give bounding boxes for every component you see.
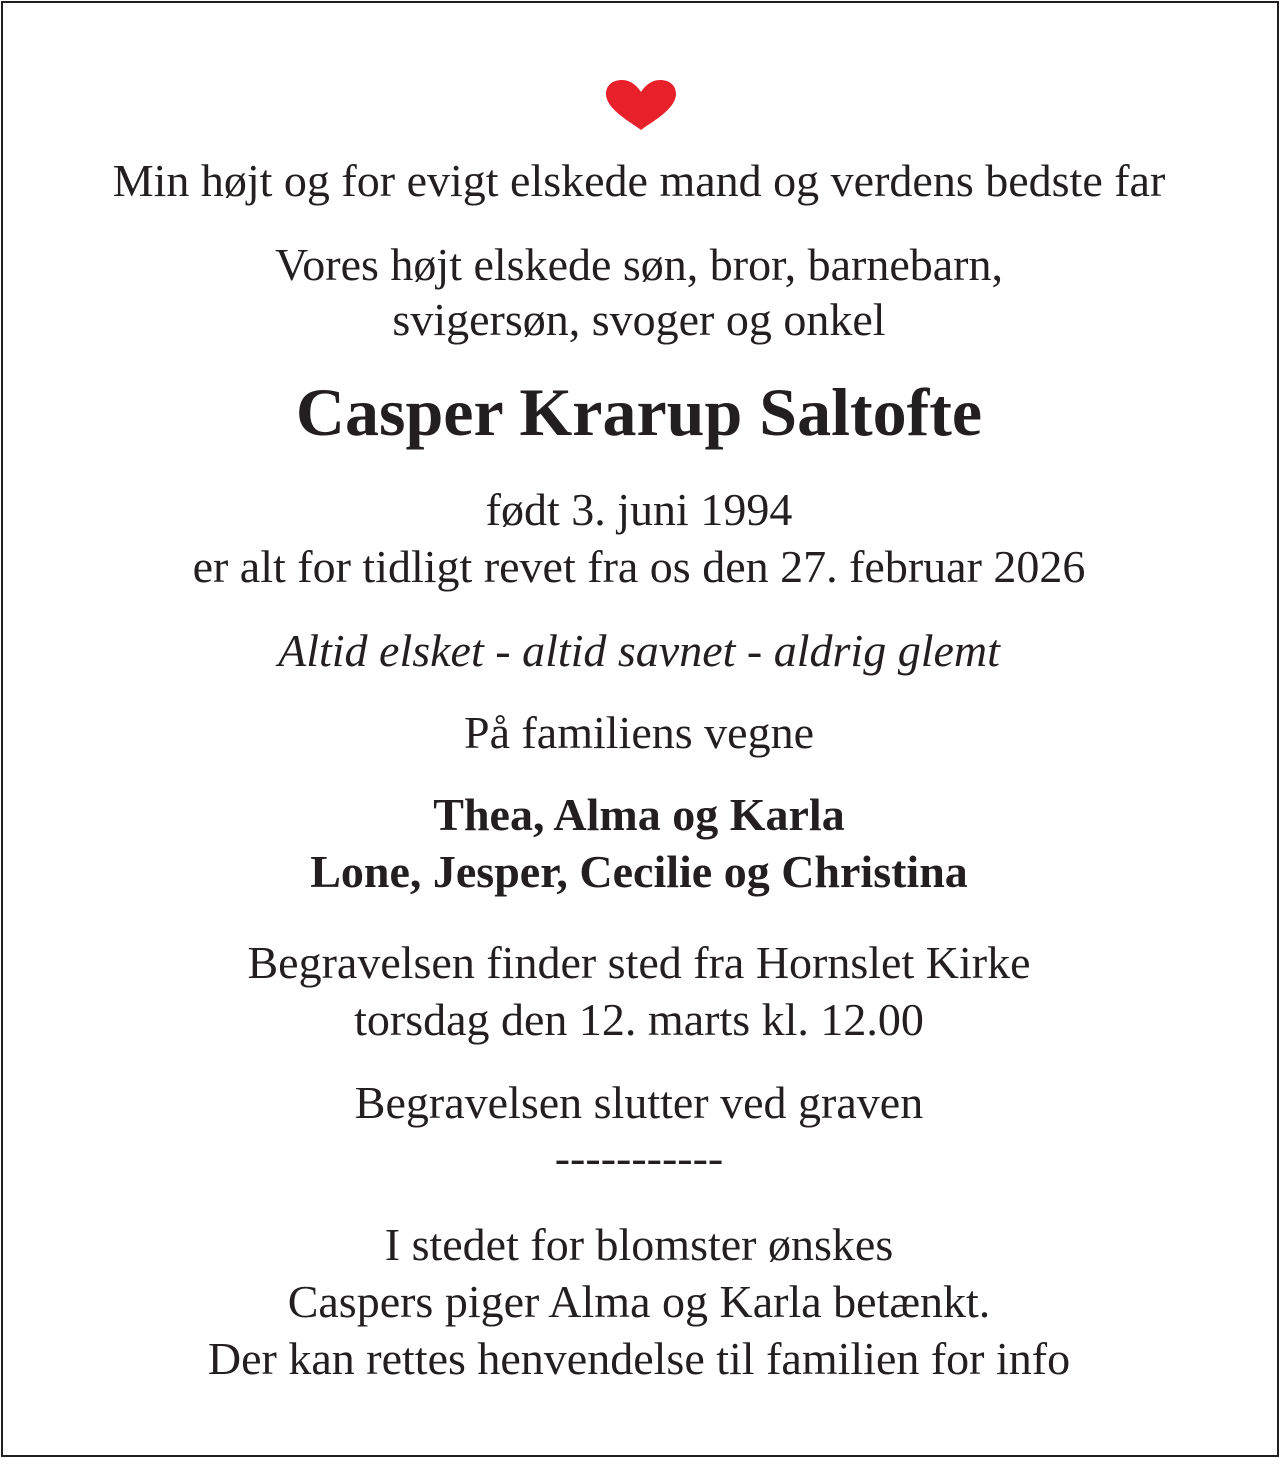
heart-icon	[604, 80, 678, 130]
funeral-line-3: Begravelsen slutter ved graven	[354, 1077, 924, 1128]
intro-line-3: svigersøn, svoger og onkel	[392, 294, 886, 345]
motto: Altid elsket - altid savnet - aldrig glemt	[278, 625, 1000, 676]
intro-line-1: Min højt og for evigt elskede mand og verdens bedste far	[112, 155, 1166, 206]
intro-line-2: Vores højt elskede søn, bror, barnebarn,	[274, 239, 1003, 290]
flowers-line-3: Der kan rettes henvendelse til familien for info	[207, 1333, 1071, 1384]
deceased-name: Casper Krarup Saltofte	[295, 374, 983, 450]
death-date: er alt for tidligt revet fra os den 27. februar 2026	[192, 541, 1086, 592]
family-line-2: Lone, Jesper, Cecilie og Christina	[310, 846, 968, 897]
flowers-line-2: Caspers piger Alma og Karla betænkt.	[287, 1276, 991, 1327]
flowers-line-1: I stedet for blomster ønskes	[384, 1219, 894, 1270]
family-line-1: Thea, Alma og Karla	[433, 789, 845, 840]
family-intro: På familiens vegne	[463, 707, 814, 758]
heart-shape	[606, 80, 676, 130]
funeral-line-1: Begravelsen finder sted fra Hornslet Kirke	[247, 937, 1031, 988]
birth-date: født 3. juni 1994	[485, 484, 793, 535]
separator: -----------	[554, 1132, 724, 1183]
funeral-line-2: torsdag den 12. marts kl. 12.00	[354, 994, 924, 1045]
